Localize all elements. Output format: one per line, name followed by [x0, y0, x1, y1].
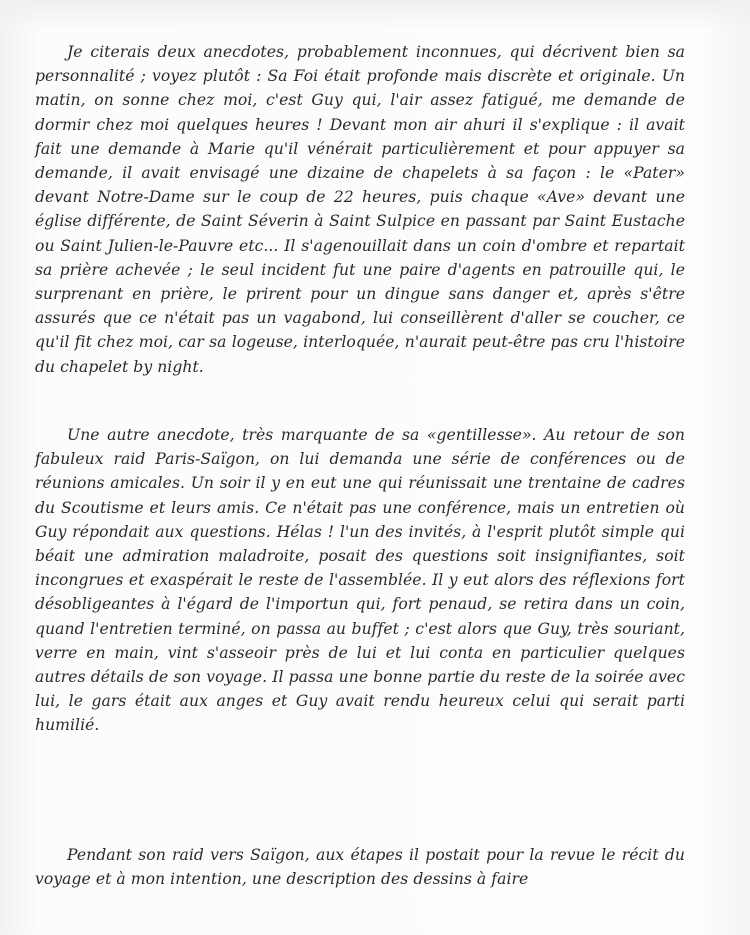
paragraph-text: Pendant son raid vers Saïgon, aux étapes il postait pour la revue le récit du voyage et à mon intention, une description des dessins à faire — [35, 846, 685, 889]
paragraph-text: Une autre anecdote, très marquante de sa «gentillesse». Au retour de son fabuleux raid Paris-Saïgon, on lui demanda une série de conférences ou de réunions amicales. Un soir il y en eut une qui réunissait une trentaine de cadres du Scoutisme et leurs amis. Ce n'était pas une conférence, mais un entretien où Guy répondait aux questions. Hélas ! l'un des invités, à l'esprit plutôt simple qui béait une admiration maladroite, posait des questions soit insignifiantes, soit incongrues et exaspérait le reste de l'assemblée. Il y eut alors des réflexions fort désobligeantes à l'égard de l'importun qui, fort penaud, se retira dans un coin, quand l'entretien terminé, on passa au buffet ; c'est alors que Guy, très souriant, verre en main, vint s'asseoir près de lui et lui conta en particulier quelques autres détails de son voyage. Il passa une bonne partie du reste de la soirée avec lui, le gars était aux anges et Guy avait rendu heureux celui qui serait parti humilié. — [35, 426, 685, 735]
paragraph-second-anecdote — [35, 423, 685, 738]
paragraph-saigon-raid — [35, 843, 685, 891]
paragraph-first-anecdote — [35, 40, 685, 379]
paragraph-text: Je citerais deux anecdotes, probablement inconnues, qui décrivent bien sa personnalité ; voyez plutôt : Sa Foi était profonde mais discrète et originale. Un matin, on sonne chez moi, c'est Guy qui, l'air assez fatigué, me demande de dormir chez moi quelques heures ! Devant mon air ahuri il s'explique : il avait fait une demande à Marie qu'il vénérait particulièrement et pour appuyer sa demande, il avait envisagé une dizaine de chapelets à sa façon : le «Pater» devant Notre-Dame sur le coup de 22 heures, puis chaque «Ave» devant une église différente, de Saint Séverin à Saint Sulpice en passant par Saint Eustache ou Saint Julien-le-Pauvre etc... Il s'agenouillait dans un coin d'ombre et repartait sa prière achevée ; le seul incident fut une paire d'agents en patrouille qui, le surprenant en prière, le prirent pour un dingue sans danger et, après s'être assurés que ce n'était pas un vagabond, lui conseillèrent d'aller se coucher, ce qu'il fit chez moi, car sa logeuse, interloquée, n'aurait peut-être pas cru l'histoire du chapelet by night. — [35, 43, 685, 376]
scan-shadow — [0, 0, 750, 30]
